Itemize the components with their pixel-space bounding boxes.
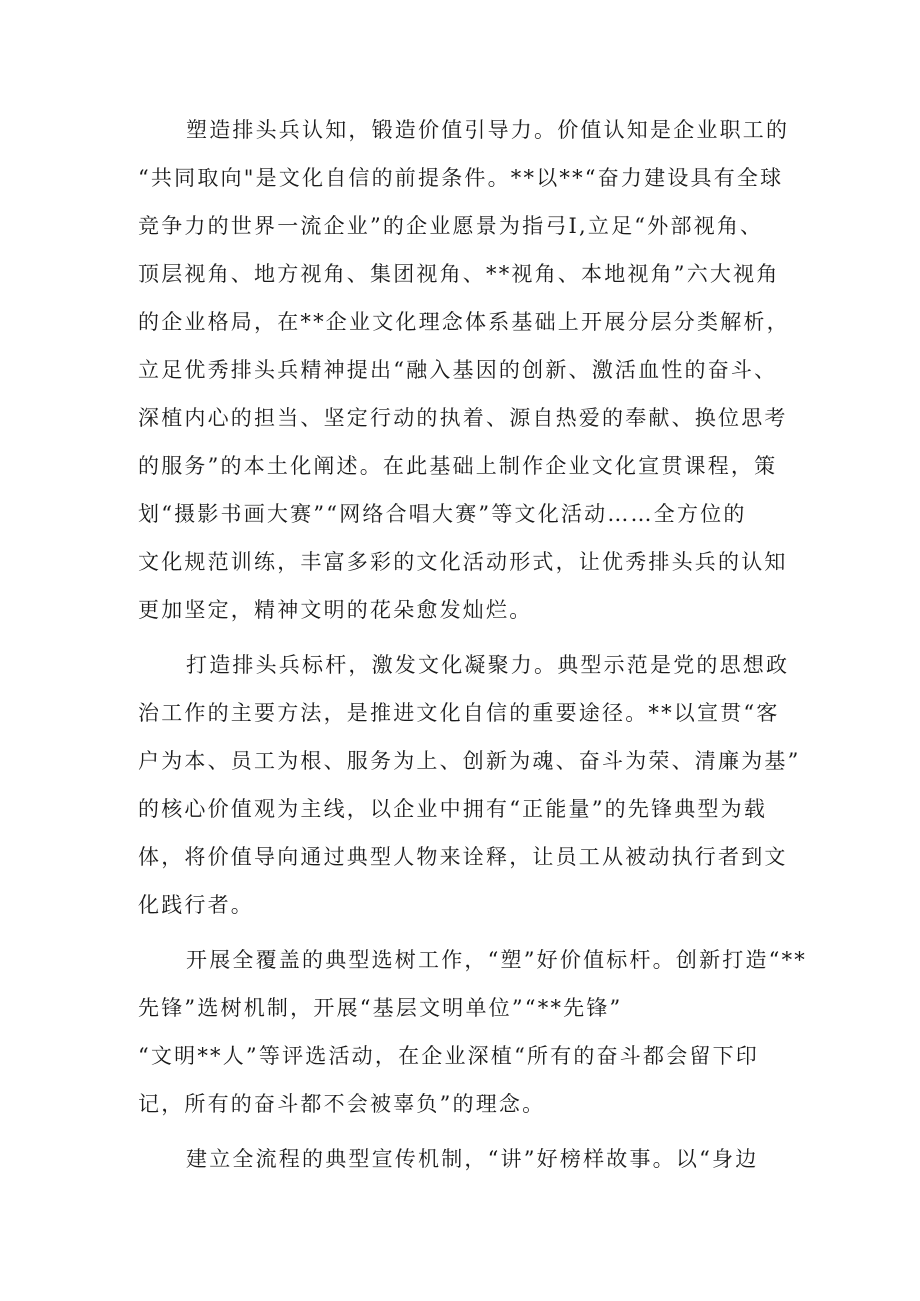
paragraph-1-line-5: 的企业格局，在**企业文化理念体系基础上开展分层分类解析， bbox=[138, 310, 790, 334]
paragraph-3-line-2: 先锋”选树机制，开展“基层文明单位”“**先锋” bbox=[138, 996, 623, 1020]
paragraph-4-line-1: 建立全流程的典型宣传机制，“讲”好榜样故事。以“身边 bbox=[186, 1147, 759, 1171]
paragraph-3-line-3: “文明**人”等评选活动，在企业深植“所有的奋斗都会留下印 bbox=[138, 1044, 760, 1068]
paragraph-1-line-9: 划“摄影书画大赛”“网络合唱大赛”等文化活动……全方位的 bbox=[138, 502, 747, 526]
paragraph-2-line-1: 打造排头兵标杆，激发文化凝聚力。典型示范是党的思想政 bbox=[186, 653, 790, 677]
paragraph-1-line-4: 顶层视角、地方视角、集团视角、**视角、本地视角”六大视角 bbox=[138, 262, 780, 286]
paragraph-1-line-7: 深植内心的担当、坚定行动的执着、源自热爱的奉献、换位思考 bbox=[138, 406, 788, 430]
paragraph-3-line-4: 记，所有的奋斗都不会被辜负”的理念。 bbox=[138, 1092, 546, 1116]
paragraph-1-line-8: 的服务”的本土化阐述。在此基础上制作企业文化宣贯课程，策 bbox=[138, 454, 778, 478]
paragraph-2-line-6: 化践行者。 bbox=[138, 893, 254, 917]
paragraph-1-line-2: “共同取向"是文化自信的前提条件。**以**“奋力建设具有全球 bbox=[138, 166, 784, 190]
paragraph-2-line-2: 治工作的主要方法，是推进文化自信的重要途径。**以宣贯“客 bbox=[138, 701, 780, 725]
paragraph-3-line-1: 开展全覆盖的典型选树工作，“塑”好价值标杆。创新打造“** bbox=[186, 948, 808, 972]
paragraph-1-line-11: 更加坚定，精神文明的花朵愈发灿烂。 bbox=[138, 598, 533, 622]
paragraph-1-line-10: 文化规范训练，丰富多彩的文化活动形式，让优秀排头兵的认知 bbox=[138, 550, 788, 574]
paragraph-1-line-1: 塑造排头兵认知，锻造价值引导力。价值认知是企业职工的 bbox=[186, 118, 790, 142]
paragraph-2-line-3: 户为本、员工为根、服务为上、创新为魂、奋斗为荣、清廉为基” bbox=[138, 749, 801, 773]
paragraph-1-line-3: 竞争力的世界一流企业”的企业愿景为指弓I,立足“外部视角、 bbox=[138, 214, 764, 238]
paragraph-2-line-5: 体，将价值导向通过典型人物来诠释，让员工从被动执行者到文 bbox=[138, 845, 788, 869]
paragraph-2-line-4: 的核心价值观为主线，以企业中拥有“正能量”的先锋典型为载 bbox=[138, 797, 768, 821]
paragraph-1-line-6: 立足优秀排头兵精神提出“融入基因的创新、激活血性的奋斗、 bbox=[138, 358, 778, 382]
